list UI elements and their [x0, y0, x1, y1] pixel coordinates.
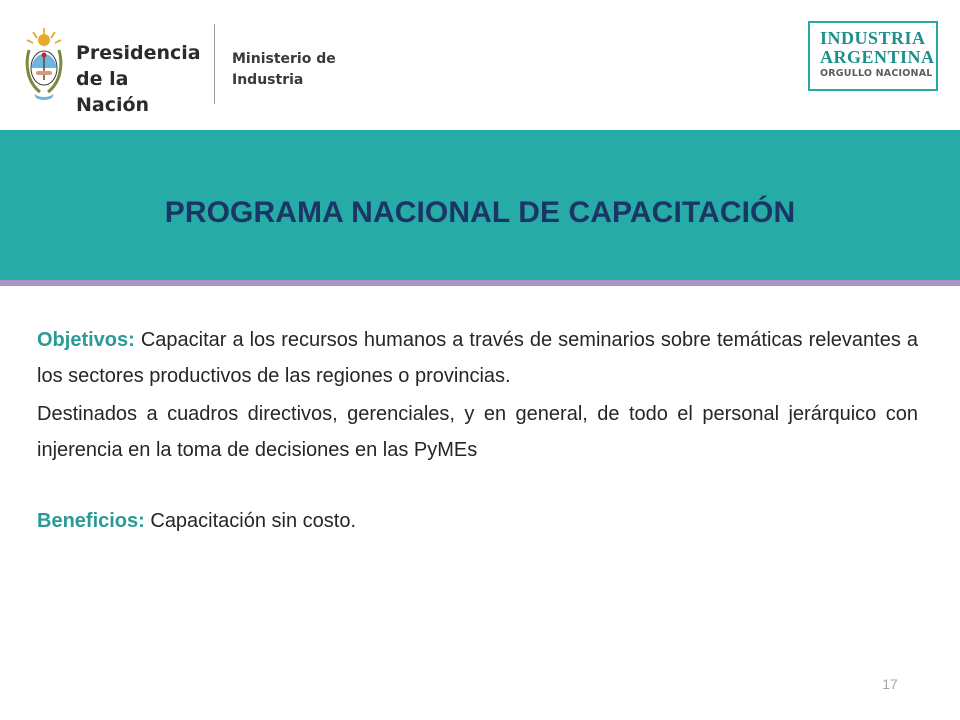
- ministerio-line1: Ministerio de: [232, 51, 336, 67]
- coat-of-arms-icon: [24, 26, 64, 102]
- page-number: 17: [882, 676, 898, 692]
- industria-logo-line2: ARGENTINA: [820, 47, 935, 67]
- slide-title: PROGRAMA NACIONAL DE CAPACITACIÓN: [164, 196, 796, 229]
- presidencia-logo-text: [76, 40, 206, 118]
- beneficios-label: Beneficios:: [37, 510, 145, 532]
- destinados-paragraph: Destinados a cuadros directivos, gerenciales, y en general, de todo el personal jerárquico con injerencia en la toma de decisiones en las PyMEs: [37, 403, 918, 461]
- header: [0, 0, 960, 130]
- header-divider: [214, 24, 215, 104]
- banner-stripe: [0, 280, 960, 286]
- industria-logo-line1: INDUSTRIA: [820, 28, 926, 48]
- presidencia-line2: de la Nación: [76, 68, 150, 116]
- slide-content: [37, 322, 918, 539]
- objetivos-paragraph: [37, 322, 918, 394]
- beneficios-text: Capacitación sin costo.: [144, 510, 357, 532]
- industria-logo-line3: ORGULLO NACIONAL: [820, 68, 933, 79]
- objetivos-label: Objetivos:: [37, 329, 135, 351]
- ministerio-line2: Industria: [232, 72, 304, 88]
- industria-argentina-logo: [808, 21, 938, 91]
- presidencia-line1: Presidencia: [76, 42, 201, 64]
- objetivos-text: Capacitar a los recursos humanos a través de seminarios sobre temáticas relevantes a los sectores productivos de las regiones o provincias.: [37, 329, 918, 387]
- ministerio-logo-text: [232, 49, 362, 91]
- beneficios-paragraph: [37, 503, 918, 539]
